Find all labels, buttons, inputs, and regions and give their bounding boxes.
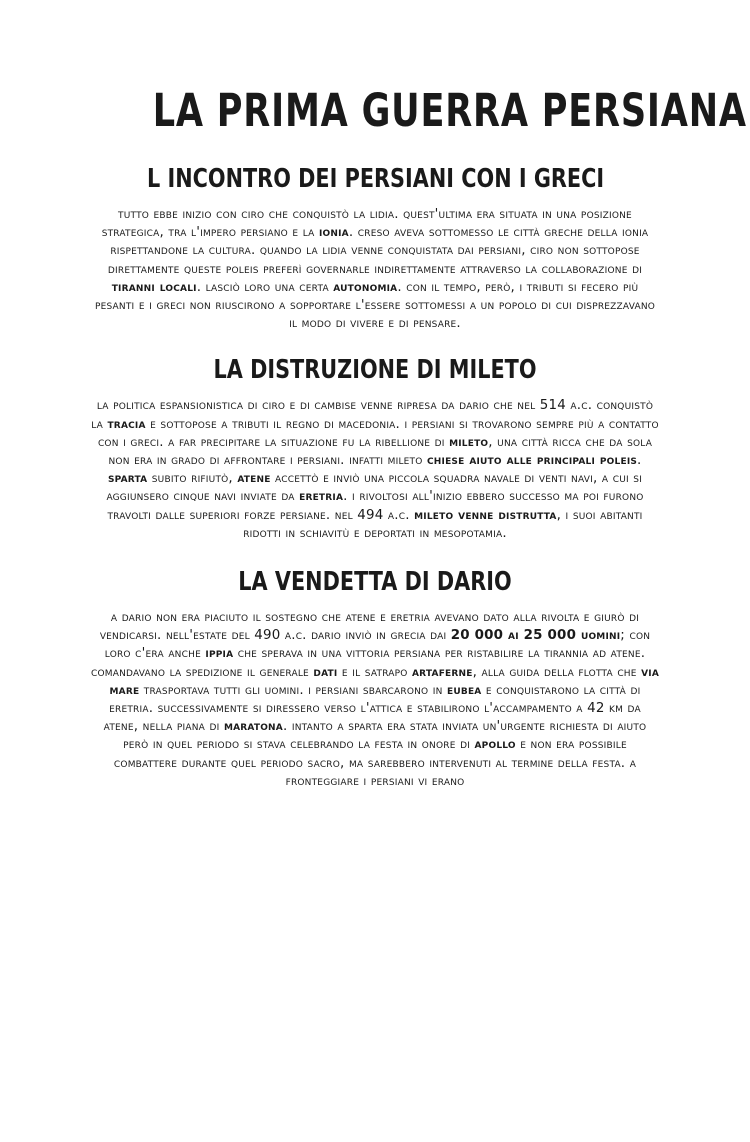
text-run: tutto ebbe inizio con ciro che conquistò la lidia. quest'ultima era situata in una posizione strategica, tra l'impero persiano e la xyxy=(101,207,632,241)
paragraph-incontro xyxy=(90,206,660,333)
text-run: la politica espansionistica di ciro e di cambise venne ripresa da dario che nel 514 a.c. conquistò la xyxy=(91,398,654,432)
bold-term: dati xyxy=(313,664,338,680)
bold-term: ionia xyxy=(318,225,349,241)
text-run: trasportava tutti gli uomini. i persiani sbarcarono in xyxy=(139,682,448,698)
section-heading-vendetta: LA VENDETTA DI DARIO xyxy=(238,567,512,598)
bold-term: autonomia xyxy=(333,279,398,295)
bold-term: maratona xyxy=(223,719,283,735)
text-run: e il satrapo xyxy=(337,664,413,680)
text-run: . creso aveva sottomesso le città greche della ionia rispettandone la cultura. quando la lidia venne conquistata dai persiani, ciro non sottopose direttamente queste poleis preferì governarle indirettamente attraverso la collaborazione di xyxy=(107,225,649,277)
bold-term: eubea xyxy=(447,682,482,698)
bold-term: chiese aiuto alle principali poleis xyxy=(427,453,638,469)
text-run: accettò e inviò una piccola squadra navale di venti navi, a cui si aggiunsero cinque navi inviate da xyxy=(106,471,643,505)
section-heading-mileto: LA DISTRUZIONE DI MILETO xyxy=(213,355,537,386)
text-run: ; con loro c'era anche xyxy=(104,628,651,662)
bold-term: eretria xyxy=(299,489,344,505)
bold-term: tracia xyxy=(107,416,146,432)
text-run: e conquistarono la città di eretria. successivamente si diressero verso l'attica e stabilirono l'accampamento a 42 km da atene, nella piana di xyxy=(103,682,641,735)
bold-term: ippia xyxy=(205,646,234,662)
bold-term: 20 000 ai 25 000 uomini xyxy=(450,628,621,644)
text-run: , alla guida della flotta che xyxy=(472,664,642,680)
text-run: . lasciò loro una certa xyxy=(196,279,334,295)
section-heading-incontro: L INCONTRO DEI PERSIANI CON I GRECI xyxy=(147,164,605,194)
bold-term: atene xyxy=(237,471,271,487)
text-run: e sottopose a tributi il regno di macedonia. i persiani si trovarono sempre più a contatto con i greci. a far precipitare la situazione fu la ribellione di xyxy=(97,416,659,450)
text-run: . intanto a sparta era stata inviata un'urgente richiesta di aiuto però in quel periodo si stava celebrando la festa in onore di xyxy=(123,719,647,753)
paragraph-mileto xyxy=(90,397,660,543)
text-run: . xyxy=(637,453,642,469)
text-run: . con il tempo, però, i tributi si fecero più pesanti e i greci non riuscirono a sopportare l'essere sottomessi a un popolo di cui disprezzavano il modo di vivere e di pensare. xyxy=(94,279,656,332)
bold-term: sparta xyxy=(107,471,148,487)
bold-term: apollo xyxy=(474,737,516,753)
document-page xyxy=(0,82,750,1142)
bold-term: mileto xyxy=(449,434,489,450)
text-run: che sperava in una vittoria persiana per ristabilire la tirannia ad atene. comandavano la spedizione il generale xyxy=(90,646,646,680)
text-run: e non era possibile combattere durante quel periodo sacro, ma sarebbero intervenuti al termine della festa. a fronteggiare i persiani vi erano xyxy=(113,737,637,789)
text-run: . i rivoltosi all'inizio ebbero successo ma poi furono travolti dalle superiori forze persiane. nel 494 a.c. xyxy=(107,489,644,523)
bold-term: artaferne xyxy=(412,664,473,680)
text-run: a dario non era piaciuto il sostegno che atene e eretria avevano dato alla rivolta e giurò di vendicarsi. nell'estate del 490 a.c. dario inviò in grecia dai xyxy=(99,610,640,644)
bold-term: via mare xyxy=(109,664,659,698)
text-run: , i suoi abitanti ridotti in schiavitù e deportati in mesopotamia. xyxy=(243,507,643,541)
text-run: , una città ricca che da sola non era in grado di affrontare i persiani. infatti mileto xyxy=(108,434,653,469)
paragraph-vendetta xyxy=(90,609,660,791)
bold-term: tiranni locali xyxy=(111,279,197,295)
bold-term: mileto venne distrutta xyxy=(414,507,557,523)
text-run: subito rifiutò, xyxy=(147,471,238,487)
page-title: LA PRIMA GUERRA PERSIANA xyxy=(152,84,747,137)
